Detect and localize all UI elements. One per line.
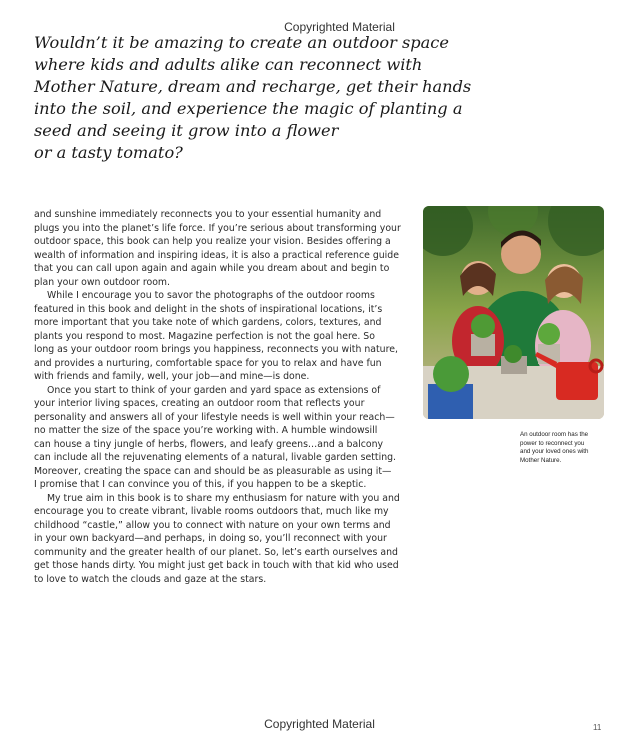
family-gardening-photo [423,206,604,419]
body-line: Once you start to think of your garden and yard space as extensions of [47,384,381,396]
body-line: get those hands dirty. You might just get back in touch with that kid who used [34,560,399,571]
body-line: plugs you into the planet’s life force. If you’re serious about transforming your [34,222,401,234]
pull-quote-line: or a tasty tomato? [34,143,183,162]
pull-quote-line: into the soil, and experience the magic of planting a [34,99,463,118]
pull-quote-line: seed and seeing it grow into a flower [34,121,339,140]
copyright-watermark-bottom: Copyrighted Material [264,717,375,731]
body-line: plan your own outdoor room. [34,276,170,288]
body-text [34,208,408,586]
body-line: and sunshine immediately reconnects you to your essential humanity and [34,209,382,220]
body-line: While I encourage you to savor the photographs of the outdoor rooms [47,290,375,301]
body-line: long as your outdoor room brings you happiness, reconnects you with nature, [34,344,398,355]
body-line: can include all the rejuvenating elements of a natural, livable garden setting. [34,452,397,463]
body-line: to love to watch the clouds and gaze at the stars. [34,573,267,585]
caption-line: power to reconnect you [520,439,585,447]
body-line: can house a tiny jungle of herbs, flowers, and leafy greens…and a balcony [34,438,384,450]
body-line: no matter the size of the space you’re working with. A humble windowsill [34,425,378,436]
body-line: Moreover, creating the space can and should be as pleasurable as using it— [34,465,392,477]
body-line: childhood “castle,” allow you to connect with nature on your own terms and [34,519,391,531]
caption-line: An outdoor room has the [520,431,589,438]
body-line: outdoor space, this book can help you realize your vision. Besides offering a [34,236,391,247]
copyright-watermark-top: Copyrighted Material [284,20,395,34]
pull-quote [34,32,472,164]
body-line: plants you respond to most. Magazine perfection is not the goal here. So [34,330,375,342]
photo-caption [520,431,610,465]
body-line: with friends and family, well, your job—and mine—is done. [34,371,310,382]
photo-illustration [423,206,604,419]
pull-quote-line: Mother Nature, dream and recharge, get their hands [34,77,472,96]
body-line: wealth of information and inspiring ideas, it is also a practical reference guide [34,249,399,261]
body-line: that you can call upon again and again while you dream about and begin to [34,263,390,274]
caption-line: and your loved ones with [520,448,589,456]
body-line: your interior living spaces, creating an outdoor room that reflects your [34,398,365,409]
body-line: My true aim in this book is to share my enthusiasm for nature with you and [47,492,400,504]
body-line: I promise that I can convince you of this, if you happen to be a skeptic. [34,479,367,490]
body-line: encourage you to create vibrant, livable rooms outdoors that, much like my [34,506,389,517]
page-number: 11 [593,723,602,732]
pull-quote-line: where kids and adults alike can reconnect with [34,55,423,74]
body-line: community and the greater health of our planet. So, let’s earth ourselves and [34,546,398,558]
body-line: personality and answers all of your lifestyle needs is well within your reach— [34,411,395,423]
caption-line: Mother Nature. [520,456,562,464]
body-line: featured in this book and delight in the shots of inspirational locations, it’s [34,303,383,315]
body-line: and provides a nurturing, comfortable space for you to relax and have fun [34,357,382,369]
pull-quote-line: Wouldn’t it be amazing to create an outdoor space [34,33,449,52]
body-line: more important that you take note of which gardens, colors, textures, and [34,317,382,328]
body-line: in your own backyard—and perhaps, in doing so, you’ll reconnect with your [34,533,387,544]
